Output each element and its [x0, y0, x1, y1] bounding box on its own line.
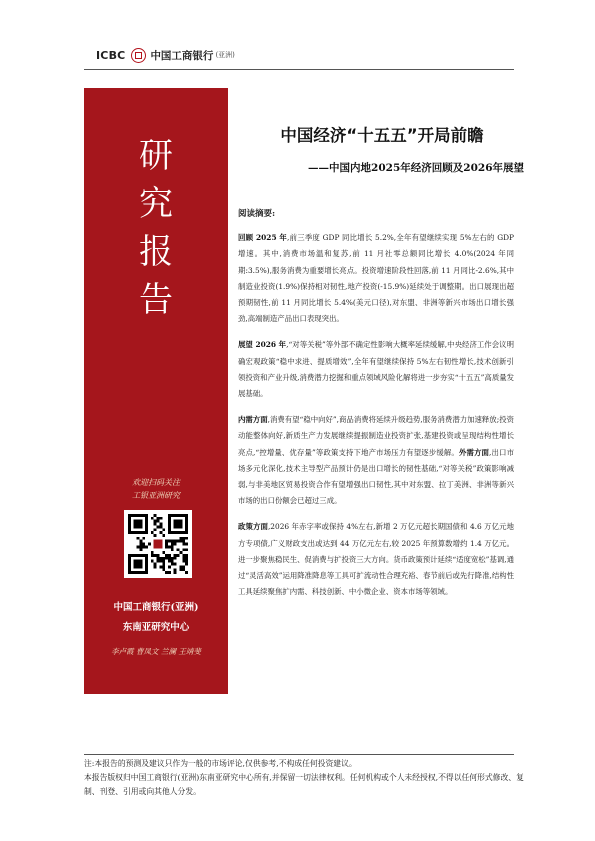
paragraph-lead: 内需方面: [238, 415, 268, 425]
copyright-note: 本报告版权归中国工商银行(亚洲)东南亚研究中心所有,并保留一切法律权利。任何机构或个人未经授权,不得以任何形式修改、复制、刊登、引用或向其他人分发。: [84, 773, 524, 796]
report-type-char: 究: [139, 184, 173, 224]
authors: 李卢霞 曹凤文 兰澜 王靖斐: [111, 647, 201, 656]
header-brand: [96, 46, 235, 64]
qr-code-icon[interactable]: [124, 510, 192, 578]
report-type-title: [84, 132, 228, 324]
footer-divider: [84, 754, 514, 755]
center-name: 东南亚研究中心: [122, 622, 190, 633]
summary-paragraph: [238, 337, 514, 402]
summary-paragraph: [238, 519, 514, 600]
paragraph-lead: 政策方面: [238, 522, 268, 532]
footer: [84, 757, 524, 799]
report-subtitle: ——中国内地2025年经济回顾及2026年展望: [308, 162, 524, 174]
summary-section: [238, 206, 514, 610]
paragraph-text: ,消费有望“稳中向好”,商品消费将延续升级趋势,服务消费潜力加速释放;投资动能整体向好,新质生产力发展继续提振制造业投资扩张,基建投资或呈现结构性增长亮点,“控增量、优存量”等政策支持下地产市场压力有望逐步缓解。: [238, 415, 514, 457]
summary-label: 阅读摘要:: [238, 209, 276, 219]
paragraph-lead: 展望 2026 年: [238, 340, 287, 350]
bank-subname: (亚洲): [215, 51, 235, 59]
paragraph-text: ,2026 年赤字率或保持 4%左右,新增 2 万亿元超长期国债和 4.6 万亿元地方专项债,广义财政支出或达到 44 万亿元左右,较 2025 年预算数增约 1.4 万亿元。进一步聚焦稳民生、促消费与扩投资三大方向。货币政策预计延续“适度宽松”基调,通过“灵活高效”运用降准降息等工具可扩流动性合理充裕、春节前后或先行降准,结构性工具延续聚焦扩内需、科技创新、中小微企业、资本市场等领域。: [238, 522, 514, 597]
summary-paragraph: [238, 230, 514, 327]
disclaimer-note: 注:本报告的预测及建议只作为一般的市场评论,仅供参考,不构成任何投资建议。: [84, 759, 357, 768]
org-name: 中国工商银行(亚洲): [113, 602, 199, 613]
report-title: 中国经济“十五五”开局前瞻: [280, 126, 484, 145]
paragraph-lead: 外需方面: [458, 447, 490, 457]
side-panel: [84, 88, 228, 694]
follow-prompt: [84, 476, 228, 502]
paragraph-text: ,出口市场多元化深化,技术主导型产品预计仍是出口增长的韧性基础,“对等关税”政策影响减弱,与非美地区贸易投资合作有望增强出口韧性,其中对东盟、拉丁美洲、非洲等新兴市场的出口份额会已超过三成。: [238, 447, 514, 506]
paragraph-lead: 回顾 2025 年: [238, 233, 288, 243]
paragraph-text: ,前三季度 GDP 同比增长 5.2%,全年有望继续实现 5%左右的 GDP 增速。其中,消费市场温和复苏,前 11 月社零总额同比增长 4.0%(2024 年同期:3.5%),服务消费为重要增长亮点。投资增速阶段性回落,前 11 月同比-2.6%,其中制造业投资(1.9%)保持相对韧性,地产投资(-15.9%)延续处于调整期。出口展现出超预期韧性,前 11 月同比增长 5.4%(美元口径),对东盟、非洲等新兴市场出口增长强劲,高端制造产品出口表现突出。: [238, 233, 515, 324]
icbc-logo-icon: [131, 48, 146, 63]
report-type-char: 研: [139, 136, 173, 176]
paragraph-text: ,“对等关税”等外部不确定性影响大概率延续缓解,中央经济工作会议明确宏观政策“稳中求进、提质增效”,全年有望继续保持 5%左右韧性增长,技术创新引领投资和产业升级,消费潜力挖掘和重点领域风险化解将进一步夯实“十五五”高质量发展基础。: [238, 340, 515, 399]
bank-name: 中国工商银行: [150, 49, 214, 62]
report-type-char: 报: [139, 232, 173, 272]
follow-line: 工银亚洲研究: [132, 491, 180, 500]
header-divider: [84, 69, 514, 70]
report-type-char: 告: [139, 280, 173, 320]
icbc-wordmark: ICBC: [96, 48, 126, 62]
research-center: [84, 598, 228, 638]
summary-paragraph: [238, 412, 514, 509]
follow-line: 欢迎扫码关注: [132, 478, 180, 487]
